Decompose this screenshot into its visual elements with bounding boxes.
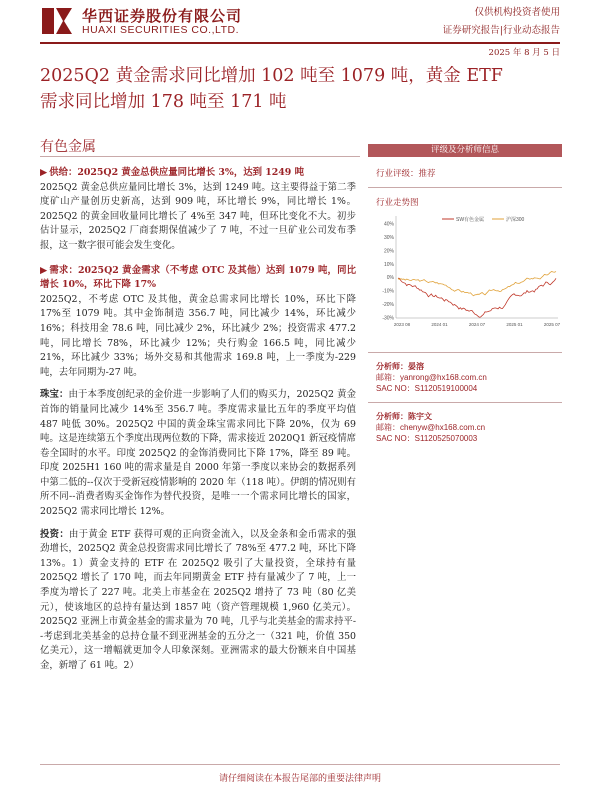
analyst-1-sac: SAC NO：S1120519100004: [376, 384, 478, 393]
sidebar-divider: [368, 187, 562, 188]
y-tick-label: -20%: [382, 302, 394, 309]
jewelry-lead: 珠宝：: [40, 389, 69, 401]
analyst-2-sac: SAC NO：S1120525070003: [376, 434, 478, 443]
y-tick-label: -30%: [382, 315, 394, 322]
audience-tag: 仅供机构投资者使用: [474, 7, 560, 18]
title-line-1: 2025Q2 黄金需求同比增加 102 吨至 1079 吨，黄金 ETF: [40, 66, 503, 86]
demand-heading: ▶ 需求：2025Q2 黄金需求（不考虑 OTC 及其他）达到 1079 吨，同比增长 10%，环比下降 17%: [40, 264, 356, 291]
y-tick-label: -10%: [382, 288, 394, 295]
sidebar: [368, 144, 562, 444]
y-tick-label: 10%: [383, 261, 394, 268]
x-tick-label: 2023 08: [393, 322, 411, 327]
analyst-1-name: 分析师：晏溶: [376, 361, 424, 371]
section-divider: [40, 156, 360, 157]
x-tick-label: 2025 01: [506, 322, 523, 327]
legend-series-2: 沪深300: [506, 217, 525, 223]
investment-paragraph: 投资：由于黄金 ETF 获得可观的正向资金流入，以及金条和金币需求的强劲增长，2025Q2 黄金总投资需求同比增长了 78%至 477.2 吨，环比下降 13%。1）黄金支持的 ETF 在 2025Q2 吸引了大量投资，全球持有量 2025Q2 增长了 170 吨，而去年同期黄金 ETF 持有量减少了 7 吨，上一季度为增长了 227 吨。北美上市基金在 2025Q2 增持了 73 吨（80 亿美元），使该地区的总持有量达到 1857 吨（资产管理规模 1,960 亿美元）。2025Q2 亚洲上市黄金基金的需求量为 70 吨，几乎与北美基金的需求持平--考虑到北美基金的总持仓量不到亚洲基金的五分之一（321 吨，价值 350 亿美元），这一增幅就更加令人印象深刻。亚洲需求的最大份额来自中国基金，新增了 61 吨。2）: [40, 528, 356, 671]
demand-paragraph: 2025Q2，不考虑 OTC 及其他，黄金总需求同比增长 10%，环比下降 17%至 1079 吨。其中金饰制造 356.7 吨，同比减少 14%，环比减少 16%；科技用金 78.6 吨，同比减少 2%，环比减少 2%；投资需求 477.2 吨，同比增长 78%，环比减少 12%；央行购金 166.5 吨，同比减少 21%，环比减少 33%；场外交易和其他需求 169.8 吨，上一季度为-229 吨，去年同期为-27 吨。: [40, 293, 356, 378]
jewelry-paragraph: 珠宝：由于本季度创纪录的金价进一步影响了人们的购买力，2025Q2 黄金首饰的销量同比减少 14%至 356.7 吨。季度需求量比五年的季度平均值 487 吨低 30%。2025Q2 中国的黄金珠宝需求同比下降 20%，仅为 69 吨。这是连续第五个季度出现两位数的下降，需求接近 2020Q1 新冠疫情席卷全国时的水平。印度 2025Q2 的金饰消费同比下降 17%，降至 89 吨。印度 2025H1 160 吨的需求量是自 2000 年第一季度以来协会的数据系列中第二低的--仅次于受新冠疫情影响的 2020 年（118 吨）。伊朗的情况则有所不同--消费者购买金饰作为替代投资，是唯一一个需求同比增长的国家，2025Q2 需求同比增长 12%。: [40, 389, 356, 518]
x-tick-label: 2024 01: [431, 322, 448, 327]
y-tick-label: 0%: [386, 275, 394, 282]
triangle-bullet-icon: ▶: [40, 264, 48, 276]
supply-heading: ▶ 供给：2025Q2 黄金总供应量同比增长 3%，达到 1249 吨: [40, 166, 356, 181]
series-line-sw-nonferrous: [398, 278, 556, 317]
legend-series-1: SW有色金属: [456, 217, 485, 223]
company-name-en: HUAXI SECURITIES CO.,LTD.: [82, 24, 239, 36]
supply-paragraph: 2025Q2 黄金总供应量同比增长 3%，达到 1249 吨。这主要得益于第二季度矿山产量创历史新高，达到 909 吨，环比增长 9%，同比增长 1%。2025Q2 的黄金回收量同比增长了 4%至 347 吨，但环比变化不大。初步估计显示，2025Q2 厂商套期保值减少了 7 吨，不过一旦矿业公司发布季报，这一数字很可能会发生变化。: [40, 181, 356, 251]
series-line-hs300: [398, 272, 556, 296]
x-tick-label: 2024 07: [468, 322, 486, 327]
y-tick-label: 40%: [383, 221, 394, 228]
analyst-2-name: 分析师：陈宇文: [376, 411, 432, 421]
x-tick-label: 2025 07: [543, 322, 561, 327]
industry-rating: 行业评级：推荐: [376, 169, 436, 179]
huaxi-logo-icon: [40, 6, 74, 36]
footer-disclaimer: 请仔细阅读在本报告尾部的重要法律声明: [218, 774, 381, 784]
company-name-cn: 华西证券股份有限公司: [82, 7, 243, 25]
sidebar-divider: [368, 402, 562, 403]
report-title: [40, 63, 570, 115]
analyst-2-email[interactable]: 邮箱：chenyw@hx168.com.cn: [376, 423, 486, 432]
report-type-tag: 证券研究报告|行业动态报告: [442, 25, 560, 36]
investment-lead: 投资：: [40, 528, 70, 540]
y-tick-label: 30%: [383, 234, 394, 241]
analyst-1-email[interactable]: 邮箱：yanrong@hx168.com.cn: [376, 373, 487, 382]
triangle-bullet-icon: ▶: [40, 167, 48, 178]
y-tick-label: 20%: [383, 248, 394, 255]
footer-divider: [40, 764, 560, 765]
chart-title: 行业走势图: [376, 198, 419, 208]
analyst-1: [376, 361, 562, 394]
title-line-2: 需求同比增加 178 吨至 171 吨: [40, 92, 287, 112]
main-body: [40, 166, 356, 674]
header-divider: [40, 42, 560, 44]
analyst-2: [376, 411, 562, 444]
industry-trend-chart: [368, 210, 562, 340]
sidebar-title-bar: 评级及分析师信息: [368, 144, 562, 157]
report-date: 2025 年 8 月 5 日: [488, 48, 560, 58]
sidebar-divider: [368, 352, 562, 353]
header: [0, 0, 600, 62]
section-title: 有色金属: [40, 139, 96, 155]
